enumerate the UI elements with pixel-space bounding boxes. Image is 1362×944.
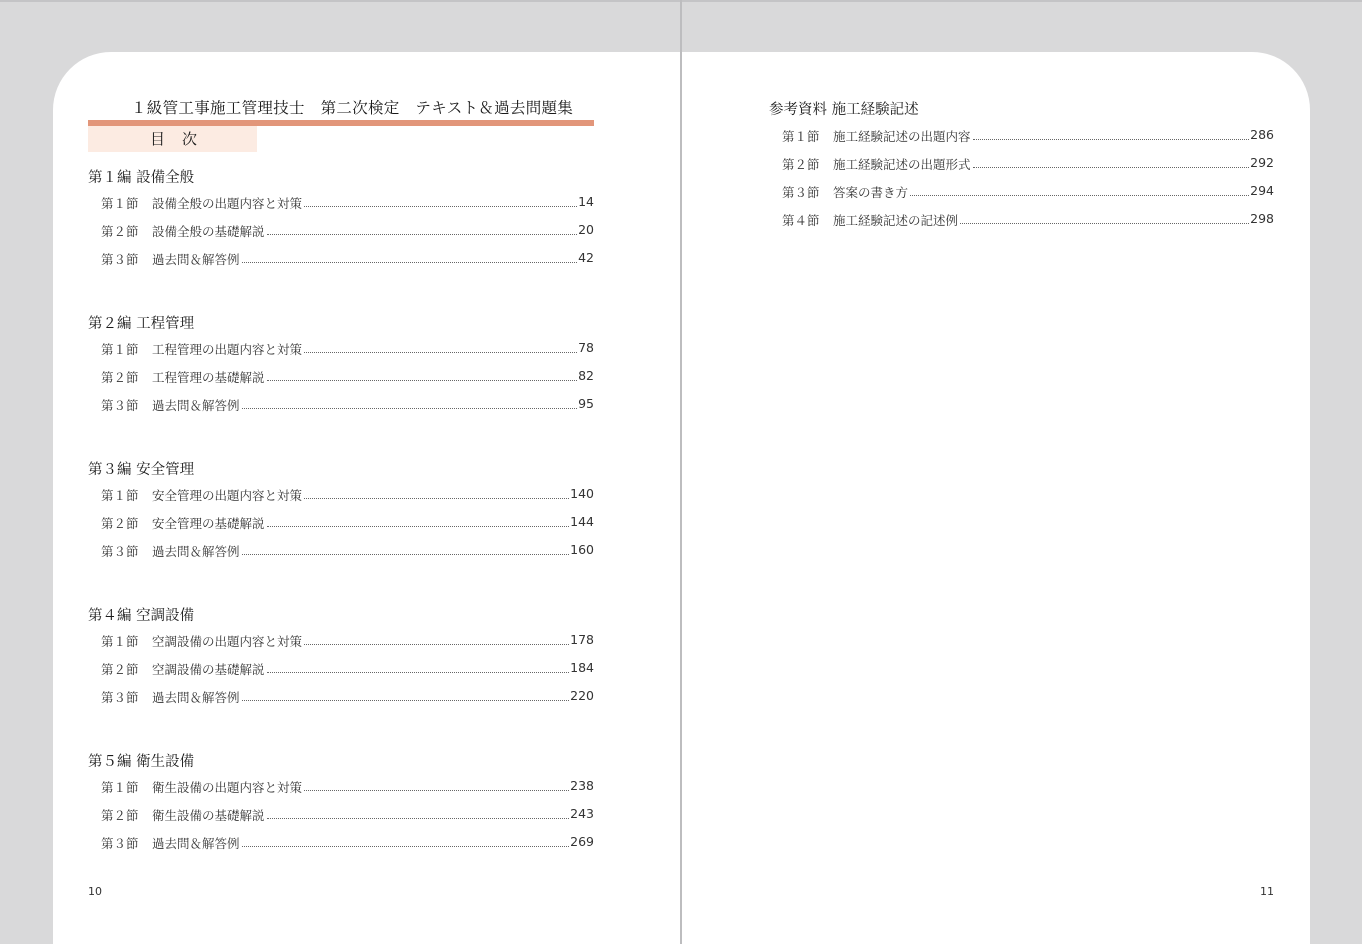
page-ref: 220	[570, 688, 594, 703]
part-heading: 第３編 安全管理	[88, 462, 195, 478]
part-heading: 第５編 衛生設備	[88, 754, 195, 770]
section-title: 答案の書き方	[833, 185, 909, 200]
section-title: 過去問＆解答例	[152, 398, 240, 413]
page-ref: 269	[570, 834, 594, 849]
toc-entry[interactable]	[101, 660, 594, 678]
dot-leader	[304, 206, 577, 207]
section-title: 設備全般の出題内容と対策	[152, 196, 303, 211]
page-ref: 78	[578, 340, 594, 355]
dot-leader	[973, 167, 1249, 168]
section-title: 安全管理の出題内容と対策	[152, 488, 303, 503]
page-ref: 95	[578, 396, 594, 411]
toc-part	[88, 312, 594, 424]
section-number: 第３節	[101, 544, 139, 559]
page-ref: 144	[570, 514, 594, 529]
section-title: 過去問＆解答例	[152, 836, 240, 851]
dot-leader	[267, 672, 569, 673]
section-title: 空調設備の基礎解説	[152, 662, 265, 677]
section-title: 施工経験記述の出題内容	[833, 129, 971, 144]
section-title: 施工経験記述の出題形式	[833, 157, 971, 172]
dot-leader	[242, 554, 569, 555]
section-title: 設備全般の基礎解説	[152, 224, 265, 239]
page-ref: 14	[578, 194, 594, 209]
section-number: 第３節	[101, 836, 139, 851]
toc-label: 目 次	[150, 130, 199, 148]
section-number: 第２節	[101, 370, 139, 385]
page-number-left: 10	[88, 885, 102, 898]
section-title: 空調設備の出題内容と対策	[152, 634, 303, 649]
section-number: 第２節	[101, 808, 139, 823]
section-number: 第３節	[101, 398, 139, 413]
page-ref: 82	[578, 368, 594, 383]
page-ref: 160	[570, 542, 594, 557]
section-title: 工程管理の基礎解説	[152, 370, 265, 385]
section-title: 過去問＆解答例	[152, 690, 240, 705]
dot-leader	[267, 234, 577, 235]
page-ref: 140	[570, 486, 594, 501]
section-number: 第２節	[101, 662, 139, 677]
section-number: 第３節	[101, 690, 139, 705]
book-title: １級管工事施工管理技士 第二次検定 テキスト＆過去問題集	[131, 99, 574, 117]
section-number: 第１節	[101, 780, 139, 795]
dot-leader	[304, 498, 569, 499]
toc-part	[769, 98, 1274, 239]
toc-entry[interactable]	[782, 183, 1274, 201]
book-spine	[680, 0, 682, 944]
page-number-right: 11	[1260, 885, 1274, 898]
toc-part	[88, 604, 594, 716]
dot-leader	[242, 700, 569, 701]
dot-leader	[973, 139, 1249, 140]
toc-entry[interactable]	[101, 806, 594, 824]
section-number: 第２節	[782, 157, 820, 172]
part-heading: 第４編 空調設備	[88, 608, 195, 624]
left-page	[53, 52, 680, 944]
section-number: 第３節	[782, 185, 820, 200]
toc-entry[interactable]	[101, 194, 594, 212]
toc-entry[interactable]	[101, 396, 594, 414]
toc-entry[interactable]	[782, 127, 1274, 145]
dot-leader	[910, 195, 1249, 196]
toc-entry[interactable]	[101, 222, 594, 240]
toc-entry[interactable]	[782, 211, 1274, 229]
section-title: 施工経験記述の記述例	[833, 213, 959, 228]
section-number: 第１節	[101, 634, 139, 649]
section-title: 安全管理の基礎解説	[152, 516, 265, 531]
dot-leader	[267, 526, 569, 527]
toc-entry[interactable]	[782, 155, 1274, 173]
toc-entry[interactable]	[101, 688, 594, 706]
toc-part	[88, 166, 594, 278]
toc-entry[interactable]	[101, 542, 594, 560]
section-title: 工程管理の出題内容と対策	[152, 342, 303, 357]
right-page	[682, 52, 1310, 944]
section-number: 第１節	[101, 196, 139, 211]
dot-leader	[242, 262, 577, 263]
page-ref: 243	[570, 806, 594, 821]
toc-entry[interactable]	[101, 514, 594, 532]
dot-leader	[960, 223, 1249, 224]
toc-entry[interactable]	[101, 250, 594, 268]
page-ref: 20	[578, 222, 594, 237]
part-heading: 第１編 設備全般	[88, 170, 195, 186]
toc-entry[interactable]	[101, 340, 594, 358]
page-ref: 184	[570, 660, 594, 675]
dot-leader	[267, 380, 577, 381]
toc-entry[interactable]	[101, 834, 594, 852]
section-number: 第２節	[101, 516, 139, 531]
section-number: 第２節	[101, 224, 139, 239]
section-number: 第３節	[101, 252, 139, 267]
page-ref: 178	[570, 632, 594, 647]
section-title: 過去問＆解答例	[152, 544, 240, 559]
toc-entry[interactable]	[101, 486, 594, 504]
section-number: 第４節	[782, 213, 820, 228]
dot-leader	[242, 408, 577, 409]
dot-leader	[242, 846, 569, 847]
toc-part	[88, 750, 594, 862]
section-number: 第１節	[101, 488, 139, 503]
section-title: 過去問＆解答例	[152, 252, 240, 267]
page-ref: 292	[1250, 155, 1274, 170]
dot-leader	[267, 818, 569, 819]
page-ref: 42	[578, 250, 594, 265]
toc-part	[88, 458, 594, 570]
section-number: 第１節	[782, 129, 820, 144]
dot-leader	[304, 644, 569, 645]
dot-leader	[304, 352, 577, 353]
part-heading: 第２編 工程管理	[88, 316, 195, 332]
toc-entry[interactable]	[101, 368, 594, 386]
toc-entry[interactable]	[101, 632, 594, 650]
page-ref: 298	[1250, 211, 1274, 226]
toc-label-box	[88, 126, 257, 152]
toc-entry[interactable]	[101, 778, 594, 796]
page-ref: 294	[1250, 183, 1274, 198]
page-ref: 238	[570, 778, 594, 793]
page-ref: 286	[1250, 127, 1274, 142]
part-heading: 参考資料 施工経験記述	[769, 102, 919, 118]
section-title: 衛生設備の出題内容と対策	[152, 780, 303, 795]
section-number: 第１節	[101, 342, 139, 357]
dot-leader	[304, 790, 569, 791]
section-title: 衛生設備の基礎解説	[152, 808, 265, 823]
